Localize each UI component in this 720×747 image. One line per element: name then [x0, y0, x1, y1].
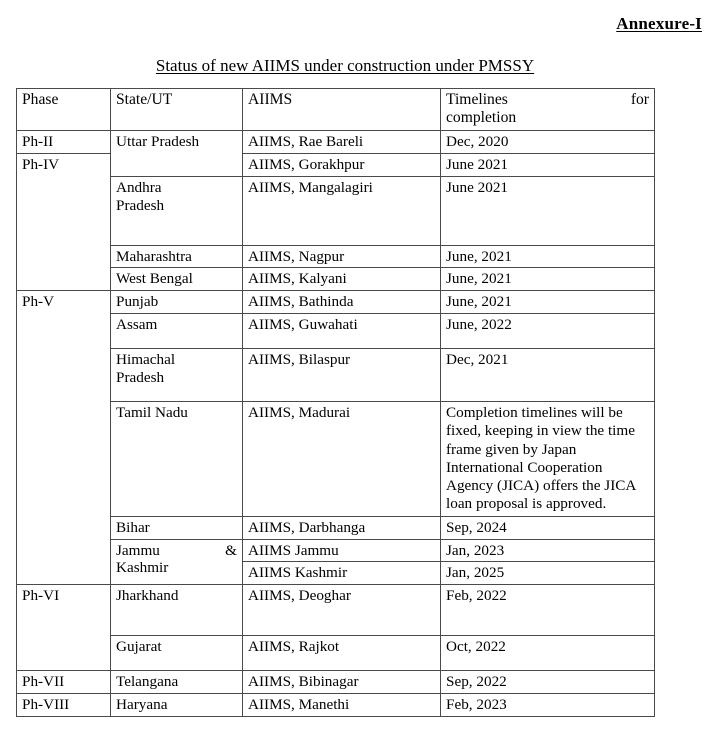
table-row	[17, 268, 655, 291]
table-row	[17, 130, 655, 153]
cell-phase: Ph-II	[17, 130, 111, 153]
cell-state-line-2: Kashmir	[116, 559, 169, 577]
cell-aiims: AIIMS, Madurai	[243, 402, 441, 516]
cell-aiims: AIIMS, Bilaspur	[243, 349, 441, 402]
header-word-for: for	[630, 91, 649, 108]
cell-state-ut: Jharkhand	[111, 585, 243, 636]
cell-aiims: AIIMS, Deoghar	[243, 585, 441, 636]
table-row	[17, 636, 655, 671]
cell-state-line-1	[116, 542, 237, 560]
cell-aiims: AIIMS, Rajkot	[243, 636, 441, 671]
aiims-status-table-wrapper	[16, 88, 654, 717]
cell-state-ut: Uttar Pradesh	[111, 130, 243, 176]
cell-aiims: AIIMS, Rae Bareli	[243, 130, 441, 153]
table-row	[17, 176, 655, 245]
cell-phase: Ph-V	[17, 291, 111, 585]
cell-aiims: AIIMS, Manethi	[243, 694, 441, 717]
cell-aiims: AIIMS, Gorakhpur	[243, 153, 441, 176]
cell-timeline: Dec, 2020	[441, 130, 655, 153]
cell-timeline: June, 2021	[441, 291, 655, 314]
cell-state-line-2: Pradesh	[116, 369, 165, 387]
cell-timeline: Jan, 2025	[441, 562, 655, 585]
table-header-row	[17, 89, 655, 131]
cell-timeline: Sep, 2024	[441, 516, 655, 539]
table-row	[17, 314, 655, 349]
cell-timeline: Feb, 2023	[441, 694, 655, 717]
column-header-timelines-line-2: completion	[446, 109, 517, 127]
cell-state-ut	[111, 176, 243, 245]
cell-aiims: AIIMS Jammu	[243, 539, 441, 562]
cell-aiims: AIIMS, Bibinagar	[243, 671, 441, 694]
cell-timeline: June 2021	[441, 153, 655, 176]
table-row	[17, 694, 655, 717]
document-title-row	[0, 56, 690, 76]
table-row	[17, 585, 655, 636]
cell-state-ut: Tamil Nadu	[111, 402, 243, 516]
table-row	[17, 671, 655, 694]
column-header-timelines-for-completion	[441, 89, 655, 131]
cell-state-ut: Punjab	[111, 291, 243, 314]
table-row	[17, 245, 655, 268]
cell-aiims: AIIMS, Bathinda	[243, 291, 441, 314]
cell-state-ut: Assam	[111, 314, 243, 349]
cell-state-ut: Gujarat	[111, 636, 243, 671]
cell-state-ut	[111, 539, 243, 585]
column-header-state-ut: State/UT	[111, 89, 243, 131]
cell-timeline: Jan, 2023	[441, 539, 655, 562]
state-word-ampersand: &	[225, 541, 237, 559]
cell-timeline: Dec, 2021	[441, 349, 655, 402]
column-header-timelines-line-1	[446, 91, 649, 109]
cell-timeline: June 2021	[441, 176, 655, 245]
cell-state-line-1: Himachal	[116, 351, 176, 369]
cell-aiims: AIIMS Kashmir	[243, 562, 441, 585]
cell-timeline: June, 2021	[441, 268, 655, 291]
cell-phase: Ph-VII	[17, 671, 111, 694]
cell-state-ut: Telangana	[111, 671, 243, 694]
cell-timeline: Feb, 2022	[441, 585, 655, 636]
cell-aiims: AIIMS, Nagpur	[243, 245, 441, 268]
cell-phase: Ph-VIII	[17, 694, 111, 717]
cell-timeline: Oct, 2022	[441, 636, 655, 671]
table-row	[17, 516, 655, 539]
cell-state-ut: Maharashtra	[111, 245, 243, 268]
cell-aiims: AIIMS, Mangalagiri	[243, 176, 441, 245]
cell-phase: Ph-IV	[17, 153, 111, 291]
cell-state-line-1: Andhra	[116, 178, 162, 196]
page-title: Status of new AIIMS under construction under PMSSY	[155, 56, 535, 75]
cell-aiims: AIIMS, Guwahati	[243, 314, 441, 349]
table-row	[17, 291, 655, 314]
cell-aiims: AIIMS, Kalyani	[243, 268, 441, 291]
annexure-heading	[616, 14, 702, 34]
cell-timeline: Sep, 2022	[441, 671, 655, 694]
cell-timeline: June, 2021	[441, 245, 655, 268]
table-row	[17, 402, 655, 516]
cell-aiims: AIIMS, Darbhanga	[243, 516, 441, 539]
table-row	[17, 539, 655, 562]
cell-state-ut: Haryana	[111, 694, 243, 717]
cell-timeline: June, 2022	[441, 314, 655, 349]
cell-state-ut	[111, 349, 243, 402]
annexure-label: Annexure-I	[616, 14, 702, 33]
state-word-jammu: Jammu	[116, 541, 160, 559]
cell-timeline: Completion timelines will be fixed, keeping in view the time frame given by Japan International Cooperation Agency (JICA) offers the JICA loan proposal is approved.	[441, 402, 655, 516]
table-row	[17, 349, 655, 402]
column-header-phase: Phase	[17, 89, 111, 131]
cell-state-line-2: Pradesh	[116, 196, 165, 214]
cell-state-ut: Bihar	[111, 516, 243, 539]
column-header-aiims: AIIMS	[243, 89, 441, 131]
cell-state-ut: West Bengal	[111, 268, 243, 291]
cell-phase: Ph-VI	[17, 585, 111, 671]
aiims-status-table	[16, 88, 655, 717]
header-word-timelines: Timelines	[446, 91, 508, 108]
